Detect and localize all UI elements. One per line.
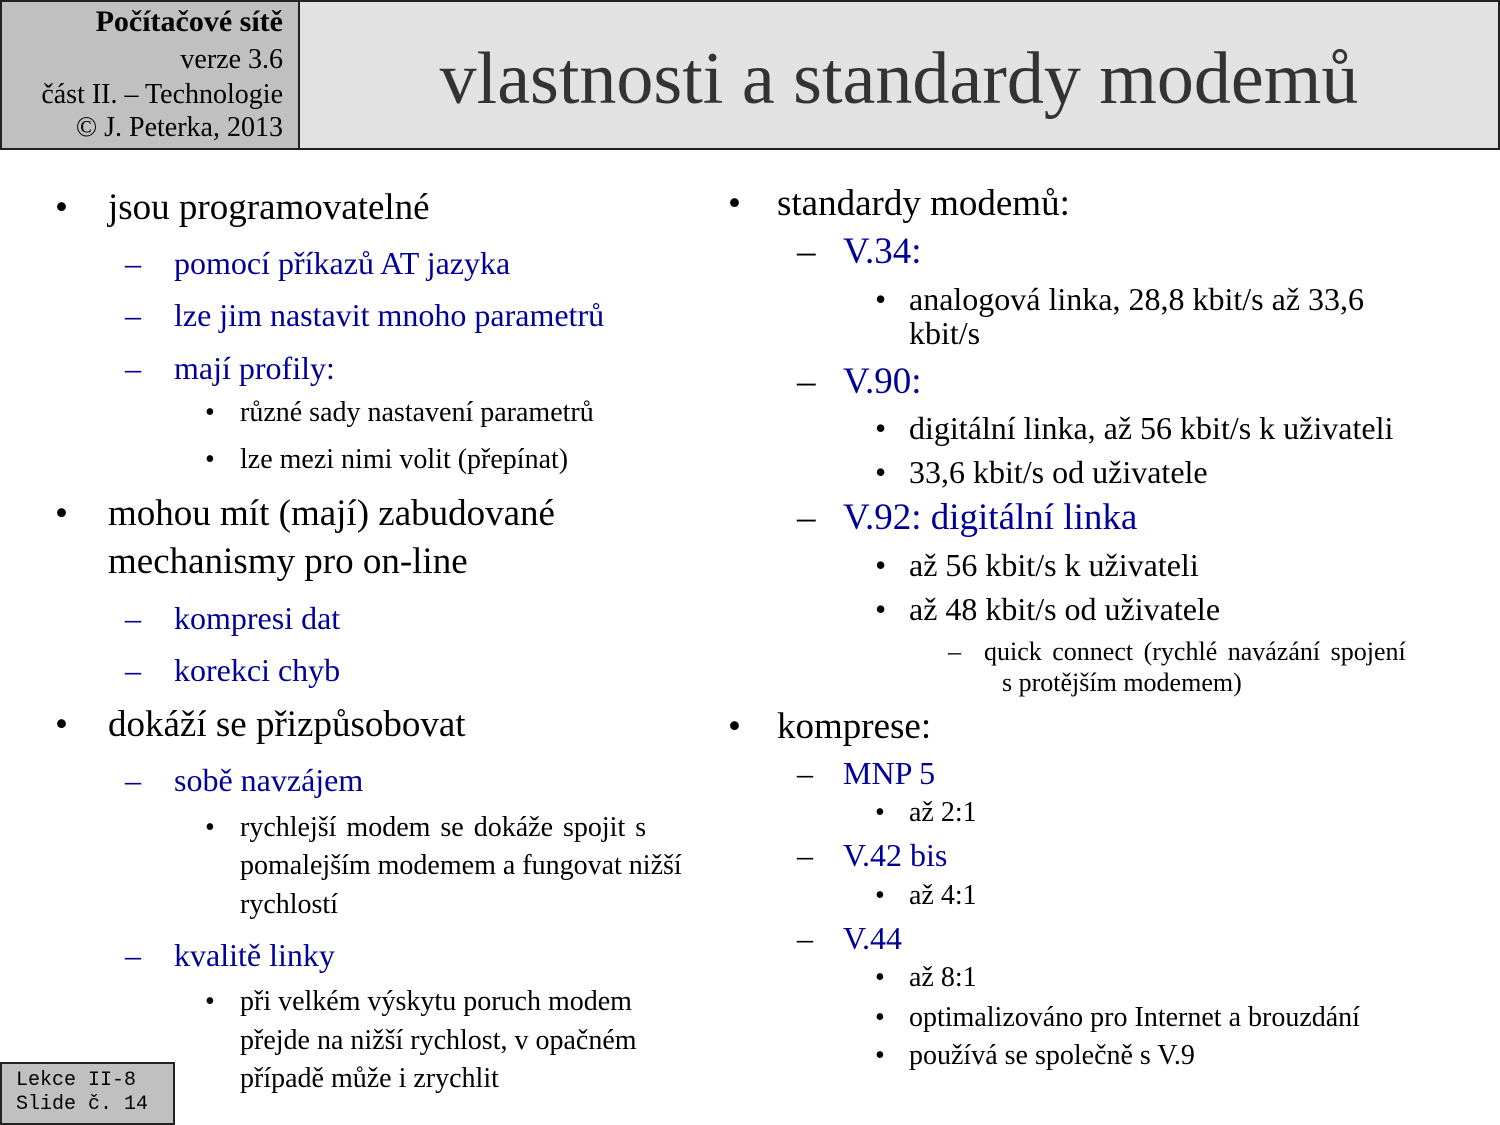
detail-text: pomalejším modemem a fungovat nižší — [240, 850, 682, 881]
bullet-marker: • — [55, 187, 68, 228]
slide-footer-box — [0, 1062, 175, 1125]
detail-text: až 4:1 — [909, 880, 977, 911]
bullet-marker: • — [875, 547, 887, 583]
detail-text: 33,6 kbit/s od uživatele — [909, 454, 1208, 490]
standard-name: V.90: — [843, 361, 922, 402]
detail-text: přejde na nižší rychlost, v opačném — [240, 1025, 637, 1056]
bullet-text: standardy modemů: — [777, 183, 1070, 224]
detail-text: až 56 kbit/s k uživateli — [909, 547, 1199, 583]
dash-marker: – — [125, 937, 141, 973]
detail-text: až 48 kbit/s od uživatele — [909, 591, 1221, 627]
detail-text: rychlostí — [240, 889, 338, 920]
bullet-text: mechanismy pro on-line — [108, 541, 468, 582]
detail-text: různé sady nastavení parametrů — [240, 397, 594, 428]
bullet-marker: • — [875, 797, 885, 828]
detail-text: kbit/s — [909, 315, 981, 351]
bullet-marker: • — [205, 397, 215, 428]
dash-marker: – — [797, 755, 813, 791]
slide-info-box — [0, 0, 300, 150]
dash-marker: – — [797, 920, 813, 956]
bullet-marker: • — [875, 880, 885, 911]
dash-marker: – — [797, 231, 816, 272]
detail-text: lze mezi nimi volit (přepínat) — [240, 444, 569, 475]
compression-name: V.44 — [843, 920, 902, 956]
sub-item-text: kompresi dat — [174, 600, 341, 636]
detail-text: analogová linka, 28,8 kbit/s až 33,6 — [909, 281, 1365, 317]
bullet-marker: • — [728, 183, 741, 224]
bullet-text: dokáží se přizpůsobovat — [108, 704, 466, 745]
bullet-text: mohou mít (mají) zabudované — [108, 493, 555, 534]
bullet-marker: • — [55, 493, 68, 534]
detail-text: až 8:1 — [909, 962, 977, 993]
detail-text: rychlejší modem se dokáže spojit s — [240, 812, 647, 843]
copyright-label: © J. Peterka, 2013 — [75, 112, 283, 143]
bullet-marker: • — [875, 591, 887, 627]
dash-marker: – — [125, 245, 141, 281]
bullet-marker: • — [875, 454, 887, 490]
compression-name: V.42 bis — [843, 837, 948, 873]
dash-marker: – — [125, 350, 141, 386]
bullet-text: jsou programovatelné — [108, 187, 430, 228]
dash-marker: – — [125, 762, 141, 798]
slide-title: vlastnosti a standardy modemů — [439, 38, 1359, 120]
detail-text: až 2:1 — [909, 797, 977, 828]
standard-name: V.34: — [843, 231, 922, 272]
dash-marker: – — [125, 652, 141, 688]
sub-item-text: sobě navzájem — [174, 762, 364, 798]
detail-text: optimalizováno pro Internet a brouzdání — [909, 1002, 1360, 1033]
sub-item-text: mají profily: — [174, 350, 335, 386]
bullet-marker: • — [875, 281, 887, 317]
bullet-marker: • — [205, 812, 215, 843]
bullet-marker: • — [205, 444, 215, 475]
bullet-marker: • — [875, 1002, 885, 1033]
bullet-text: komprese: — [777, 706, 932, 747]
dash-marker: – — [797, 361, 816, 402]
bullet-marker: • — [875, 962, 885, 993]
course-name: Počítačové sítě — [95, 5, 283, 38]
dash-marker: – — [948, 637, 961, 666]
detail-text: případě může i zrychlit — [240, 1063, 499, 1094]
detail-text: při velkém výskytu poruch modem — [240, 986, 632, 1017]
dash-marker: – — [125, 600, 141, 636]
dash-marker: – — [797, 497, 816, 538]
bullet-marker: • — [728, 706, 741, 747]
slide-number-label: Slide č. 14 — [16, 1093, 149, 1116]
bullet-marker: • — [875, 1040, 885, 1071]
sub-item-text: lze jim nastavit mnoho parametrů — [174, 297, 605, 333]
dash-marker: – — [125, 297, 141, 333]
bullet-marker: • — [55, 704, 68, 745]
dash-marker: – — [797, 837, 813, 873]
detail-text: digitální linka, až 56 kbit/s k uživateli — [909, 410, 1394, 446]
part-label: část II. – Technologie — [41, 79, 283, 110]
note-text: quick connect (rychlé navázání spojení — [984, 637, 1406, 666]
title-bar — [298, 0, 1500, 150]
bullet-marker: • — [875, 410, 887, 446]
version-label: verze 3.6 — [180, 44, 283, 75]
standard-name: V.92: digitální linka — [843, 497, 1138, 538]
lesson-label: Lekce II-8 — [16, 1069, 137, 1092]
sub-item-text: pomocí příkazů AT jazyka — [174, 245, 511, 281]
compression-name: MNP 5 — [843, 755, 936, 791]
sub-item-text: kvalitě linky — [174, 937, 335, 973]
note-text: s protějším modemem) — [1002, 668, 1242, 697]
detail-text: používá se společně s V.9 — [909, 1040, 1195, 1071]
sub-item-text: korekci chyb — [174, 652, 341, 688]
bullet-marker: • — [205, 986, 215, 1017]
